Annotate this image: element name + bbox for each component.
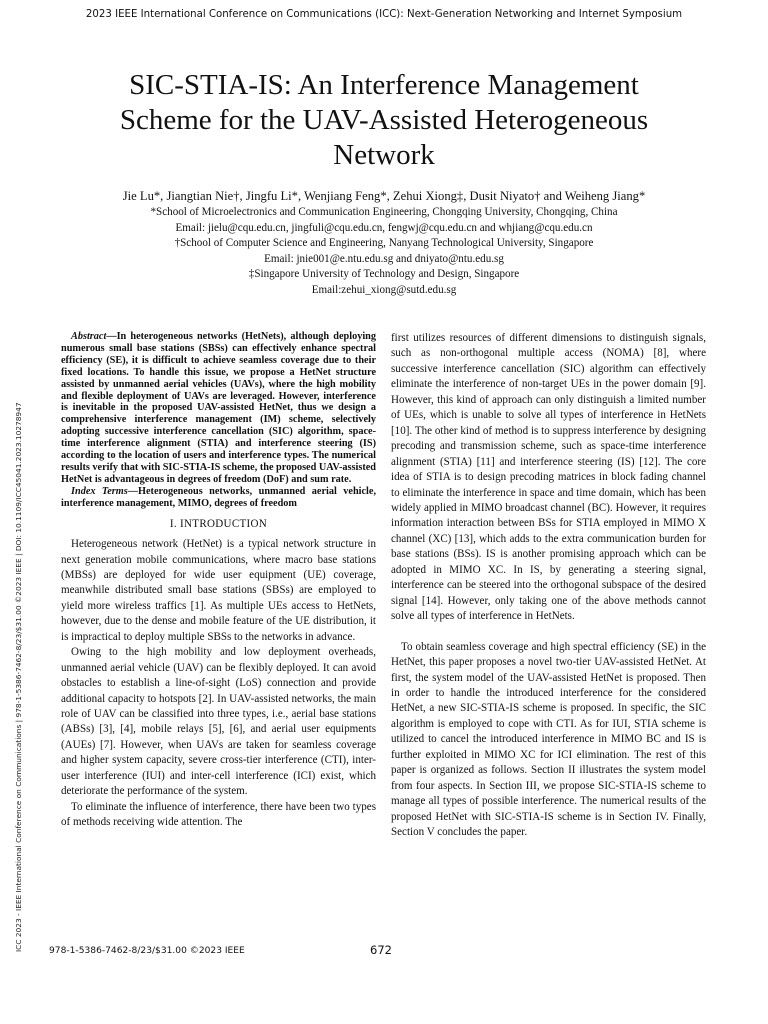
affiliation-line: *School of Microelectronics and Communication Engineering, Chongqing University, Chongqing, China — [150, 206, 618, 218]
index-terms — [61, 486, 376, 510]
body-paragraph: first utilizes resources of different dimensions to distinguish signals, such as non-orthogonal multiple access (NOMA) [8], where successive interference cancellation (SIC) algorithm can effectively eliminate the interference of non-target UEs in the power domain [9]. However, this kind of approach can only distinguish a limited number of UEs, which is unable to solve all types of interference in HetNets [10]. The other kind of method is to suppress interference by designing precoding and transmission scheme, such as space-time interference alignment (STIA) [11] and interference steering (IS) [12]. The core idea of STIA is to design precoding matrices in block fading channel to eliminate the interference in space and time domain, which has been widely applied in MIMO broadcast channel (BC). However, it requires information interaction between BSs for STIA employed in MIMO X channel (XC) [13], which adds to the extra communication burden for base stations (BSs). IS is another promising approach which can be adopted in MIMO XC. In IS, by generating a steering signal, interference can be steered into the orthogonal subspace of the desired signal [14]. However, only taking one of the above methods cannot solve all types of interference in HetNets. — [391, 332, 706, 623]
conference-header: 2023 IEEE International Conference on Communications (ICC): Next-Generation Networking and Internet Symposium — [85, 9, 683, 20]
index-terms-label: Index Terms — [71, 485, 128, 497]
abstract — [61, 331, 376, 486]
paragraph-gap — [391, 625, 706, 640]
affiliation-line: ‡Singapore University of Technology and Design, Singapore — [248, 268, 520, 281]
left-column — [61, 331, 376, 831]
doi-side-strip: ICC 2023 - IEEE International Conference on Communications | 978-1-5386-7462-8/23/$31.00 ©2023 IEEE | DOI: 10.1109/ICC45041.2023.10278947 — [14, 402, 23, 952]
page-number: 672 — [370, 943, 392, 957]
copyright-footer: 978-1-5386-7462-8/23/$31.00 ©2023 IEEE — [49, 946, 245, 956]
author-list: Jie Lu*, Jiangtian Nie†, Jingfu Li*, Wenjiang Feng*, Zehui Xiong‡, Dusit Niyato† and Weiheng Jiang* — [122, 189, 646, 203]
email-line: Email: jielu@cqu.edu.cn, jingfuli@cqu.edu.cn, fengwj@cqu.edu.cn and whjiang@cqu.edu.cn — [175, 221, 593, 234]
title-line: Network — [333, 139, 435, 171]
title-line: SIC-STIA-IS: An Interference Management — [129, 69, 639, 101]
section-heading: I. INTRODUCTION — [169, 517, 268, 530]
right-column — [391, 331, 706, 841]
affiliation-line: †School of Computer Science and Engineering, Nanyang Technological University, Singapore — [174, 237, 594, 250]
abstract-text: —In heterogeneous networks (HetNets), although deploying numerous small base stations (SBSs) can effectively enhance spectral efficiency (SE), it is difficult to achieve seamless coverage due to their fixed locations. To handle this issue, we propose a HetNet structure assisted by unmanned aerial vehicles (UAVs), where the high mobility and flexible deployment of UAVs are leveraged. However, interference is inevitable in the proposed UAV-assisted HetNet, thus we design a comprehensive interference management (IM) scheme, selectively adopting successive interference cancellation (SIC) algorithm, space-time interference alignment (STIA) and interference steering (IS) according to the location of users and interference types. The numerical results verify that with SIC-STIA-IS scheme, the proposed UAV-assisted HetNet is advantageous in degrees of freedom (DoF) and sum rate. — [61, 331, 377, 485]
body-paragraph: Heterogeneous network (HetNet) is a typical network structure in next generation mobile communications, where macro base stations (MBSs) are deployed for wide user equipment (UE) coverage, meanwhile distributed small base stations (SBSs) are employed to yield more wireless traffics [1]. As multiple UEs access to HetNets, however, due to the dense and mobile feature of the UE distribution, it is impractical to deploy multiple SBSs to the networks in advance. — [61, 538, 376, 643]
paper-title — [60, 68, 708, 173]
abstract-label: Abstract — [71, 331, 107, 342]
body-paragraph: To eliminate the influence of interference, there have been two types of methods receiving wide attention. The — [61, 800, 376, 829]
index-terms-text: —Heterogeneous networks, unmanned aerial vehicle, interference management, MIMO, degrees of freedom — [61, 485, 377, 509]
affiliations — [30, 205, 738, 299]
body-paragraph: To obtain seamless coverage and high spectral efficiency (SE) in the HetNet, this paper proposes a novel two-tier UAV-assisted HetNet. At first, the system model of the UAV-assisted HetNet is proposed. Then in order to handle the introduced interference for the considered HetNet, a new SIC-STIA-IS scheme is proposed. In specific, the SIC algorithm is employed to cope with CTI. As for IUI, STIA scheme is utilized to cancel the introduced interference in MIMO BC and IS is further exploited in MIMO XC for ICI elimination. The rest of this paper is organized as follows. Section II illustrates the system model from four aspects. In Section III, we propose SIC-STIA-IS scheme to manage all types of possible interference. The numerical results of the proposed HetNet with SIC-STIA-IS scheme is in Section IV. Finally, Section V concludes the paper. — [391, 640, 706, 839]
email-line: Email: jnie001@e.ntu.edu.sg and dniyato@ntu.edu.sg — [264, 252, 504, 265]
email-line: Email:zehui_xiong@sutd.edu.sg — [311, 283, 457, 296]
body-paragraph: Owing to the high mobility and low deployment overheads, unmanned aerial vehicle (UAV) can be flexibly deployed. It can avoid obstacles to establish a line-of-sight (LoS) connection and provide additional capacity to hotspots [2]. In UAV-assisted networks, the main role of UAV can be classified into three types, i.e., aerial base stations (ABSs) [3], [4], mobile relays [5], [6], and aerial user equipments (AUEs) [7]. However, when UAVs are taken for seamless coverage and higher system capacity, severe cross-tier interference (CTI), inter-user interference (IUI) and inter-cell interference (ICI) exist, which deteriorate the performance of the system. — [61, 646, 376, 798]
title-line: Scheme for the UAV-Assisted Heterogeneous — [119, 104, 649, 136]
